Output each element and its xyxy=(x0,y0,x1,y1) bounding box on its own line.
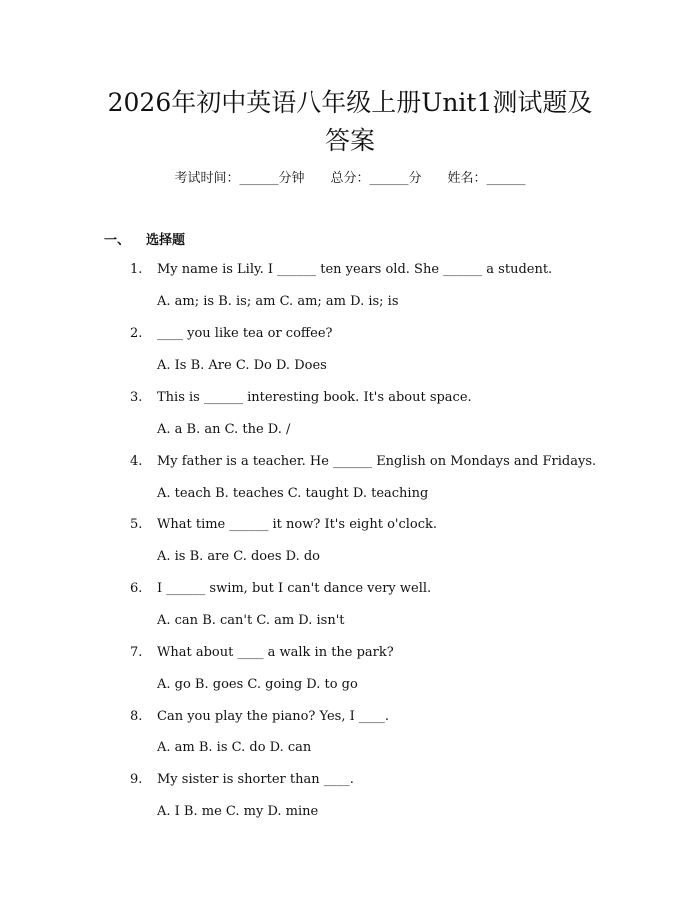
section-label: 选择题 xyxy=(146,233,186,248)
question-5-options: A. is B. are C. does D. do xyxy=(157,549,320,564)
question-6-options: A. can B. can't C. am D. isn't xyxy=(157,613,345,628)
question-1-options: A. am; is B. is; am C. am; am D. is; is xyxy=(157,294,399,309)
title-line-2: 答案 xyxy=(324,126,375,155)
question-number: 1. xyxy=(130,262,143,277)
question-8-options: A. am B. is C. do D. can xyxy=(157,740,312,755)
question-number: 8. xyxy=(130,709,143,724)
question-number: 3. xyxy=(130,390,143,405)
question-text: What about ____ a walk in the park? xyxy=(157,645,394,660)
question-4-options: A. teach B. teaches C. taught D. teaching xyxy=(157,486,429,501)
question-text: This is ______ interesting book. It's about space. xyxy=(157,390,472,405)
question-text: My name is Lily. I ______ ten years old. She ______ a student. xyxy=(157,262,553,277)
question-number: 2. xyxy=(130,326,143,341)
exam-score: 总分：______分 xyxy=(330,171,422,186)
question-text: ____ you like tea or coffee? xyxy=(157,326,333,341)
question-7-options: A. go B. goes C. going D. to go xyxy=(157,677,358,692)
question-3 xyxy=(130,390,472,405)
question-4 xyxy=(130,454,596,469)
question-9-options: A. I B. me C. my D. mine xyxy=(157,804,319,819)
question-number: 5. xyxy=(130,517,143,532)
question-9 xyxy=(130,772,354,787)
section-heading xyxy=(104,229,185,248)
question-number: 4. xyxy=(130,454,143,469)
question-8 xyxy=(130,709,389,724)
question-5 xyxy=(130,517,437,532)
question-text: What time ______ it now? It's eight o'clock. xyxy=(157,517,438,532)
question-6 xyxy=(130,581,431,596)
exam-meta xyxy=(0,167,700,186)
question-3-options: A. a B. an C. the D. / xyxy=(157,422,291,437)
document-title xyxy=(80,84,620,160)
question-text: My father is a teacher. He ______ English on Mondays and Fridays. xyxy=(157,454,597,469)
exam-time: 考试时间：______分钟 xyxy=(174,171,305,186)
question-number: 7. xyxy=(130,645,143,660)
question-2-options: A. Is B. Are C. Do D. Does xyxy=(157,358,327,373)
question-number: 6. xyxy=(130,581,143,596)
exam-name: 姓名：______ xyxy=(447,171,526,186)
question-1 xyxy=(130,262,552,277)
question-text: I ______ swim, but I can't dance very well. xyxy=(157,581,432,596)
title-line-1: 2026年初中英语八年级上册Unit1测试题及 xyxy=(107,88,593,117)
question-7 xyxy=(130,645,394,660)
question-2 xyxy=(130,326,333,341)
question-text: My sister is shorter than ____. xyxy=(157,772,354,787)
question-text: Can you play the piano? Yes, I ____. xyxy=(157,709,390,724)
question-number: 9. xyxy=(130,772,143,787)
section-number: 一、 xyxy=(104,233,131,248)
